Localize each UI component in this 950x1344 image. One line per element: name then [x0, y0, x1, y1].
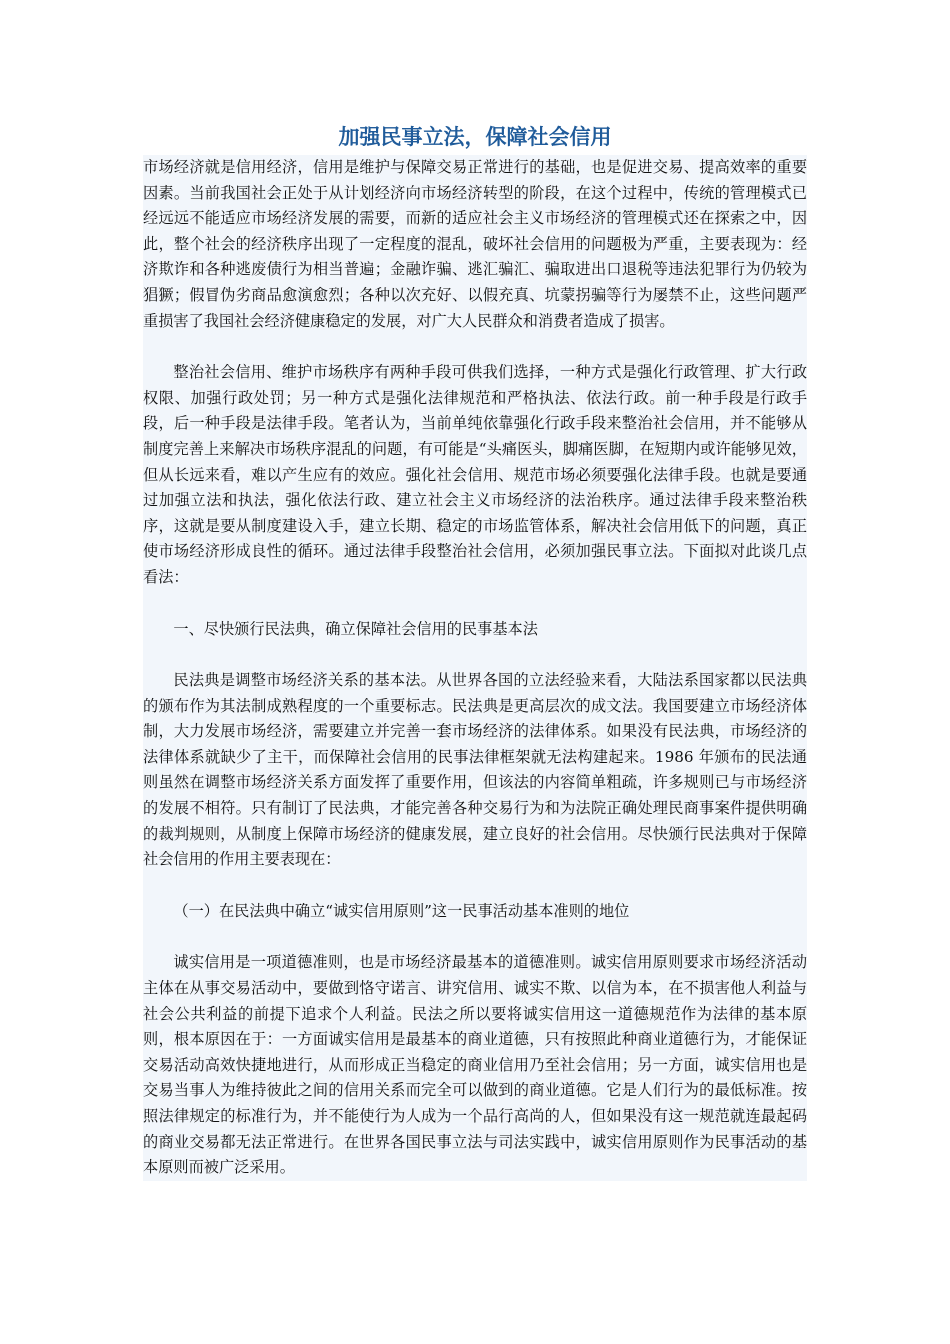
paragraph-spacer [143, 873, 807, 899]
paragraph-spacer [143, 334, 807, 360]
document-title: 加强民事立法，保障社会信用 [338, 125, 612, 149]
paragraph-civil-code: 民法典是调整市场经济关系的基本法。从世界各国的立法经验来看，大陆法系国家都以民法典的颁布作为其法制成熟程度的一个重要标志。民法典是更高层次的成文法。我国要建立市场经济体制，大力发展市场经济，需要建立并完善一套市场经济的法律体系。如果没有民法典，市场经济的法律体系就缺少了主干，而保障社会信用的民事法律框架就无法构建起来。1986 年颁布的民法通则虽然在调整市场经济关系方面发挥了重要作用，但该法的内容简单粗疏，许多规则已与市场经济的发展不相符。只有制订了民法典，才能完善各种交易行为和为法院正确处理民商事案件提供明确的裁判规则，从制度上保障市场经济的健康发展，建立良好的社会信用。尽快颁行民法典对于保障社会信用的作用主要表现在： [143, 671, 807, 869]
paragraph-means: 整治社会信用、维护市场秩序有两种手段可供我们选择，一种方式是强化行政管理、扩大行政权限、加强行政处罚；另一种方式是强化法律规范和严格执法、依法行政。前一种手段是行政手段，后一种手段是法律手段。笔者认为，当前单纯依靠强化行政手段来整治社会信用，并不能够从制度完善上来解决市场秩序混乱的问题，有可能是“头痛医头，脚痛医脚，在短期内或许能够见效，但从长远来看，难以产生应有的效应。强化社会信用、规范市场必须要强化法律手段。也就是要通过加强立法和执法，强化依法行政、建立社会主义市场经济的法治秩序。通过法律手段来整治秩序，这就是要从制度建设入手，建立长期、稳定的市场监管体系，解决社会信用低下的问题，真正使市场经济形成良性的循环。通过法律手段整治社会信用，必须加强民事立法。下面拟对此谈几点看法： [143, 363, 807, 586]
document-body [143, 155, 807, 1181]
paragraph-spacer [143, 591, 807, 617]
subsection-heading-1: （一）在民法典中确立“诚实信用原则”这一民事活动基本准则的地位 [173, 901, 630, 920]
paragraph-good-faith: 诚实信用是一项道德准则，也是市场经济最基本的道德准则。诚实信用原则要求市场经济活动主体在从事交易活动中，要做到恪守诺言、讲究信用、诚实不欺、以信为本，在不损害他人利益与社会公共利益的前提下追求个人利益。民法之所以要将诚实信用这一道德规范作为法律的基本原则，根本原因在于：一方面诚实信用是最基本的商业道德，只有按照此种商业道德行为，才能保证交易活动高效快捷地进行，从而形成正当稳定的商业信用乃至社会信用；另一方面，诚实信用也是交易当事人为维持彼此之间的信用关系而完全可以做到的商业道德。它是人们行为的最低标准。按照法律规定的标准行为，并不能使行为人成为一个品行高尚的人，但如果没有这一规范就连最起码的商业交易都无法正常进行。在世界各国民事立法与司法实践中，诚实信用原则作为民事活动的基本原则而被广泛采用。 [143, 953, 807, 1177]
paragraph-spacer [143, 642, 807, 668]
paragraph-spacer [143, 924, 807, 950]
paragraph-intro: 市场经济就是信用经济，信用是维护与保障交易正常进行的基础，也是促进交易、提高效率的重要因素。当前我国社会正处于从计划经济向市场经济转型的阶段，在这个过程中，传统的管理模式已经远远不能适应市场经济发展的需要，而新的适应社会主义市场经济的管理模式还在探索之中，因此，整个社会的经济秩序出现了一定程度的混乱，破坏社会信用的问题极为严重，主要表现为：经济欺诈和各种逃废债行为相当普遍；金融诈骗、逃汇骗汇、骗取进出口退税等违法犯罪行为仍较为猖獗；假冒伪劣商品愈演愈烈；各种以次充好、以假充真、坑蒙拐骗等行为屡禁不止，这些问题严重损害了我国社会经济健康稳定的发展，对广大人民群众和消费者造成了损害。 [143, 158, 807, 330]
section-heading-1: 一、尽快颁行民法典，确立保障社会信用的民事基本法 [173, 619, 538, 638]
